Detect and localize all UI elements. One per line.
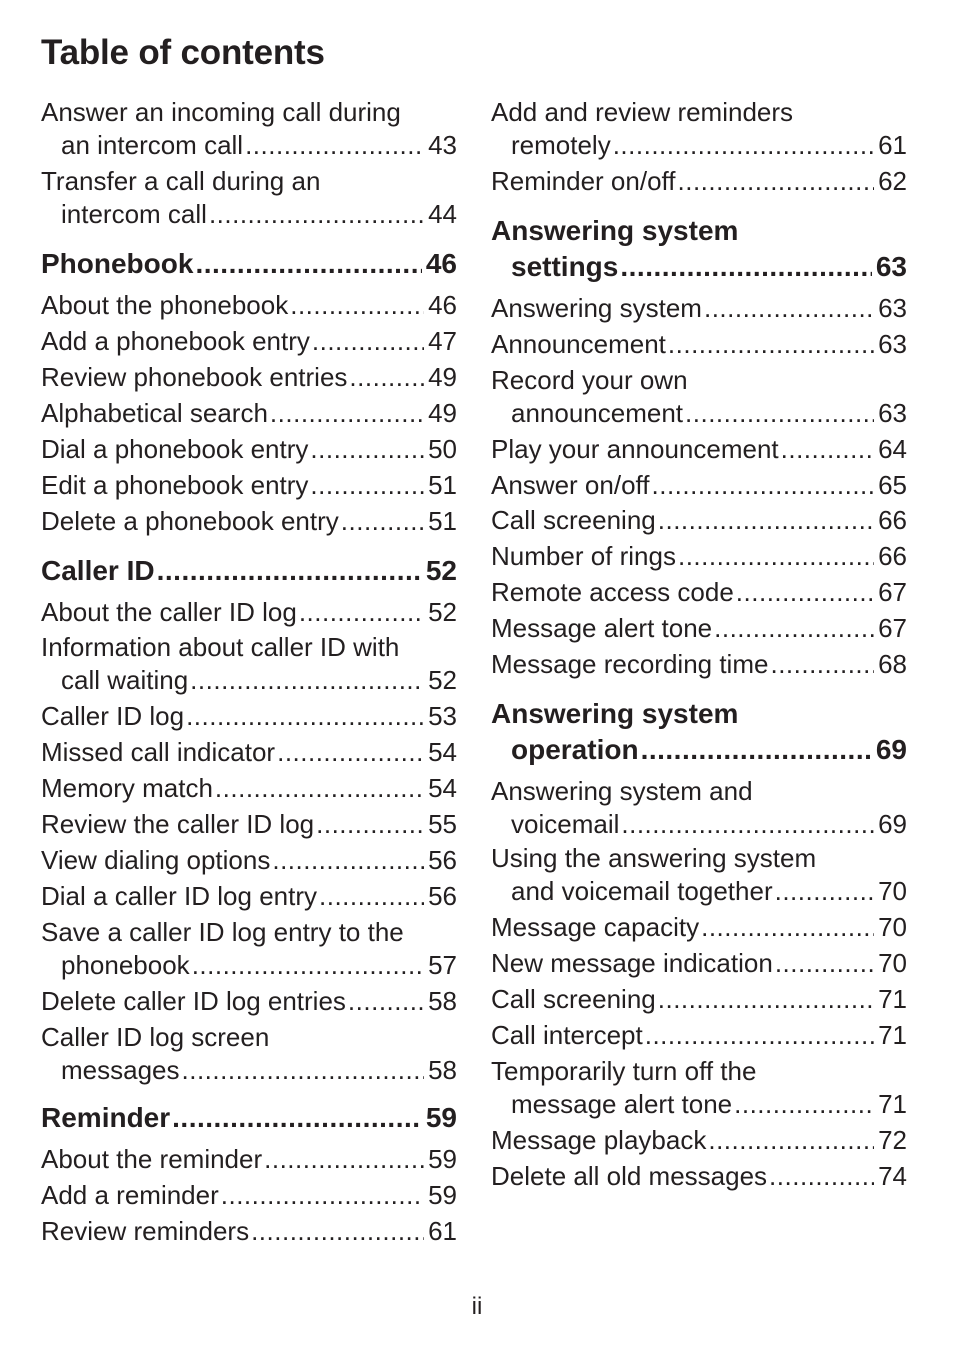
toc-entry-label: Caller ID log (41, 701, 185, 731)
dot-leader (770, 648, 874, 681)
toc-entry[interactable] (41, 1215, 457, 1248)
toc-entry-label: Edit a phonebook entry (41, 470, 309, 500)
dot-leader (272, 844, 424, 877)
toc-entry[interactable] (41, 880, 457, 913)
toc-page-number: 57 (428, 950, 457, 980)
dot-leader (270, 397, 424, 430)
dot-leader (714, 612, 874, 645)
toc-entry[interactable] (41, 469, 457, 502)
toc-entry-label: Reminder on/off (491, 166, 676, 196)
toc-entry-label: remotely (511, 130, 611, 160)
dot-leader (645, 1019, 874, 1052)
toc-entry[interactable] (41, 397, 457, 430)
toc-page-number: 64 (878, 434, 907, 464)
toc-section-heading[interactable] (41, 246, 457, 282)
toc-entry-label: Alphabetical search (41, 398, 268, 428)
toc-entry[interactable] (41, 916, 457, 982)
toc-entry-label: settings (511, 251, 619, 282)
toc-entry-label: Play your announcement (491, 434, 779, 464)
toc-entry[interactable] (491, 165, 907, 198)
toc-page-number: 52 (428, 597, 457, 627)
toc-page-number: 56 (428, 881, 457, 911)
dot-leader (251, 1215, 424, 1248)
dot-leader (312, 325, 424, 358)
dot-leader (319, 880, 424, 913)
toc-page-number: 43 (428, 130, 457, 160)
dot-leader (678, 540, 874, 573)
toc-section-heading[interactable] (491, 696, 907, 768)
dot-leader (195, 246, 421, 282)
toc-entry-label: Review reminders (41, 1216, 250, 1246)
toc-entry[interactable] (41, 1021, 457, 1087)
toc-page-number: 71 (878, 984, 907, 1014)
toc-entry[interactable] (491, 911, 907, 944)
toc-entry-label: Caller ID log screen (41, 1022, 270, 1052)
toc-page-number: 58 (428, 986, 457, 1016)
dot-leader (172, 1100, 422, 1136)
toc-entry-label: Answer an incoming call during (41, 97, 401, 127)
toc-entry-label: Call intercept (491, 1020, 643, 1050)
toc-entry-label: Save a caller ID log entry to the (41, 917, 404, 947)
toc-entry-label: Missed call indicator (41, 737, 276, 767)
toc-page-number: 58 (428, 1055, 457, 1085)
dot-leader (215, 772, 424, 805)
toc-entry-label: announcement (511, 398, 684, 428)
toc-entry-label: Dial a caller ID log entry (41, 881, 317, 911)
toc-entry-label: Memory match (41, 773, 213, 803)
toc-entry[interactable] (491, 433, 907, 466)
dot-leader (190, 664, 424, 697)
dot-leader (652, 469, 875, 502)
toc-entry[interactable] (491, 1124, 907, 1157)
toc-section-heading[interactable] (41, 1100, 457, 1136)
toc-entry-label: Review the caller ID log (41, 809, 315, 839)
toc-entry-label: Call screening (491, 984, 656, 1014)
toc-page-number: 63 (875, 251, 907, 282)
dot-leader (316, 808, 424, 841)
toc-entry-label: Call screening (491, 505, 656, 535)
toc-page-number: 53 (428, 701, 457, 731)
toc-entry-label: and voicemail together (511, 876, 773, 906)
toc-page-number: 44 (428, 199, 457, 229)
dot-leader (221, 1179, 424, 1212)
toc-entry[interactable] (41, 772, 457, 805)
toc-entry[interactable] (41, 596, 457, 629)
dot-leader (621, 808, 874, 841)
dot-leader (734, 1088, 874, 1121)
toc-entry-label: Remote access code (491, 577, 734, 607)
toc-page-number: 63 (878, 329, 907, 359)
toc-entry[interactable] (41, 361, 457, 394)
dot-leader (277, 736, 424, 769)
dot-leader (290, 289, 424, 322)
toc-entry[interactable] (41, 505, 457, 538)
toc-entry[interactable] (41, 736, 457, 769)
toc-entry-label: Message recording time (491, 649, 769, 679)
toc-page-number: 52 (425, 555, 457, 586)
toc-entry-label: Message alert tone (491, 613, 713, 643)
toc-entry[interactable] (41, 433, 457, 466)
dot-leader (658, 504, 874, 537)
toc-page-number: 63 (878, 293, 907, 323)
toc-entry-label: About the caller ID log (41, 597, 297, 627)
dot-leader (209, 198, 424, 231)
toc-entry-label: Delete all old messages (491, 1161, 768, 1191)
toc-entry-label: Temporarily turn off the (491, 1056, 757, 1086)
toc-entry[interactable] (491, 947, 907, 980)
toc-entry-label: an intercom call (61, 130, 244, 160)
toc-entry[interactable] (491, 328, 907, 361)
toc-entry[interactable] (41, 165, 457, 231)
dot-leader (310, 469, 424, 502)
toc-entry-label: Message capacity (491, 912, 700, 942)
toc-entry[interactable] (491, 96, 907, 162)
dot-leader (641, 732, 872, 768)
toc-page-number: 65 (878, 470, 907, 500)
dot-leader (658, 983, 874, 1016)
toc-entry-label: About the reminder (41, 1144, 263, 1174)
toc-entry-label: Reminder (41, 1102, 171, 1133)
toc-page-number: 74 (878, 1161, 907, 1191)
toc-entry-label: Information about caller ID with (41, 632, 400, 662)
toc-entry-label: Answering system (491, 215, 739, 246)
toc-entry[interactable] (491, 469, 907, 502)
toc-page-number: 54 (428, 773, 457, 803)
dot-leader (775, 947, 874, 980)
dot-leader (264, 1143, 424, 1176)
toc-entry[interactable] (491, 775, 907, 841)
toc-page-number: 61 (428, 1216, 457, 1246)
toc-page-number: 50 (428, 434, 457, 464)
toc-entry-label: Dial a phonebook entry (41, 434, 309, 464)
toc-entry-label: Using the answering system (491, 843, 817, 873)
dot-leader (613, 129, 874, 162)
toc-page-number: 59 (425, 1102, 457, 1133)
toc-entry[interactable] (491, 842, 907, 908)
dot-leader (678, 165, 875, 198)
toc-section-heading[interactable] (41, 553, 457, 589)
toc-page-number: 68 (878, 649, 907, 679)
dot-leader (775, 875, 874, 908)
toc-entry-label: Review phonebook entries (41, 362, 348, 392)
toc-entry-label: New message indication (491, 948, 773, 978)
dot-leader (704, 292, 874, 325)
toc-entry[interactable] (41, 808, 457, 841)
dot-leader (182, 1054, 425, 1087)
dot-leader (701, 911, 874, 944)
toc-entry-label: Add a reminder (41, 1180, 219, 1210)
toc-page-number: 59 (428, 1180, 457, 1210)
toc-entry[interactable] (41, 631, 457, 697)
toc-page-number: 69 (875, 734, 907, 765)
toc-page-number: 70 (878, 876, 907, 906)
toc-entry[interactable] (41, 985, 457, 1018)
toc-entry-label: Answering system (491, 698, 739, 729)
toc-page-number: 63 (878, 398, 907, 428)
dot-leader (769, 1160, 874, 1193)
dot-leader (349, 361, 424, 394)
toc-page-number: 59 (428, 1144, 457, 1174)
toc-page-number: 49 (428, 398, 457, 428)
toc-page-number: 67 (878, 613, 907, 643)
toc-entry[interactable] (41, 844, 457, 877)
toc-entry-label: Phonebook (41, 248, 194, 279)
toc-page-number: 66 (878, 541, 907, 571)
dot-leader (299, 596, 424, 629)
toc-entry-label: Delete caller ID log entries (41, 986, 346, 1016)
toc-entry-label: Add a phonebook entry (41, 326, 310, 356)
toc-entry[interactable] (41, 325, 457, 358)
toc-entry[interactable] (491, 983, 907, 1016)
toc-page-number: 72 (878, 1125, 907, 1155)
toc-entry-label: View dialing options (41, 845, 271, 875)
toc-entry[interactable] (491, 540, 907, 573)
toc-entry-label: message alert tone (511, 1089, 733, 1119)
toc-page-number: 70 (878, 912, 907, 942)
toc-entry-label: Transfer a call during an (41, 166, 321, 196)
toc-entry-label: About the phonebook (41, 290, 289, 320)
toc-entry[interactable] (41, 700, 457, 733)
dot-leader (685, 397, 874, 430)
toc-entry-label: Answering system and (491, 776, 753, 806)
toc-page-number: 61 (878, 130, 907, 160)
toc-page-number: 46 (428, 290, 457, 320)
toc-entry[interactable] (491, 1019, 907, 1052)
toc-entry[interactable] (491, 648, 907, 681)
toc-page-number: 47 (428, 326, 457, 356)
toc-page-number: 55 (428, 809, 457, 839)
toc-entry[interactable] (41, 1179, 457, 1212)
toc-entry[interactable] (491, 504, 907, 537)
dot-leader (245, 129, 424, 162)
toc-entry[interactable] (491, 576, 907, 609)
toc-page-number: 46 (425, 248, 457, 279)
toc-entry-label: Message playback (491, 1125, 707, 1155)
toc-entry-label: Add and review reminders (491, 97, 794, 127)
toc-entry[interactable] (491, 364, 907, 430)
toc-page-number: 71 (878, 1020, 907, 1050)
toc-page-number: 54 (428, 737, 457, 767)
toc-section-heading[interactable] (491, 213, 907, 285)
toc-entry[interactable] (41, 1143, 457, 1176)
toc-entry-label: Caller ID (41, 555, 155, 586)
toc-entry-label: phonebook (61, 950, 190, 980)
toc-entry[interactable] (491, 1055, 907, 1121)
toc-page-number: 70 (878, 948, 907, 978)
toc-page-number: 56 (428, 845, 457, 875)
toc-page-number: 51 (428, 506, 457, 536)
dot-leader (708, 1124, 874, 1157)
toc-entry[interactable] (491, 612, 907, 645)
toc-entry[interactable] (491, 292, 907, 325)
toc-page-number: 69 (878, 809, 907, 839)
dot-leader (157, 553, 422, 589)
toc-page-number: 51 (428, 470, 457, 500)
dot-leader (736, 576, 874, 609)
toc-entry-label: intercom call (61, 199, 207, 229)
toc-entry-label: Number of rings (491, 541, 676, 571)
toc-page-number: 67 (878, 577, 907, 607)
toc-entry[interactable] (41, 96, 457, 162)
dot-leader (620, 249, 871, 285)
toc-page-number: 62 (878, 166, 907, 196)
toc-entry-label: voicemail (511, 809, 620, 839)
toc-entry-label: messages (61, 1055, 180, 1085)
toc-entry[interactable] (491, 1160, 907, 1193)
toc-entry-label: Answer on/off (491, 470, 650, 500)
toc-entry-label: call waiting (61, 665, 189, 695)
dot-leader (341, 505, 424, 538)
page-title: Table of contents (41, 33, 325, 72)
toc-entry-label: Announcement (491, 329, 666, 359)
toc-page-number: 49 (428, 362, 457, 392)
toc-page-number: 71 (878, 1089, 907, 1119)
toc-entry-label: Answering system (491, 293, 702, 323)
toc-entry-label: Record your own (491, 365, 688, 395)
toc-page-number: 52 (428, 665, 457, 695)
dot-leader (192, 949, 424, 982)
dot-leader (781, 433, 874, 466)
toc-entry[interactable] (41, 289, 457, 322)
dot-leader (186, 700, 424, 733)
toc-entry-label: Delete a phonebook entry (41, 506, 339, 536)
dot-leader (310, 433, 424, 466)
toc-page-number: 66 (878, 505, 907, 535)
dot-leader (348, 985, 424, 1018)
toc-entry-label: operation (511, 734, 639, 765)
dot-leader (668, 328, 874, 361)
page-number: ii (471, 1293, 483, 1320)
